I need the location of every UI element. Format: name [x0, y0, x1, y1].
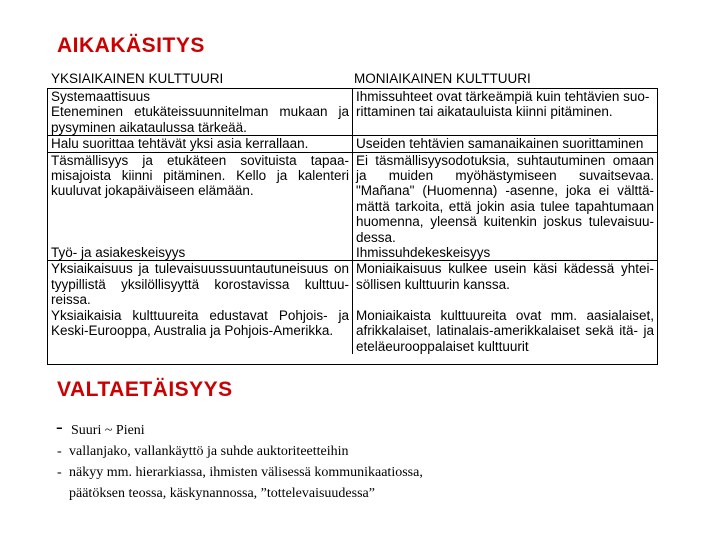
- section-title-aikakasitys: AIKAKÄSITYS: [57, 34, 205, 57]
- table-row: [48, 245, 657, 261]
- table-row: [48, 308, 657, 354]
- bullet-dash: -: [56, 416, 63, 438]
- table-cell-right: Moniaikaista kulttuureita ovat mm. aasialaiset, afrikkalaiset, latinalais-amerikkalaiset sekä itä- ja eteläeurooppalaiset kulttuurit: [356, 307, 654, 354]
- table-cell-right: Ihmissuhdekeskeisyys: [356, 245, 491, 261]
- table-cell-left: Halu suorittaa tehtävät yksi asia kerrallaan.: [48, 136, 353, 152]
- table-row: [48, 152, 657, 245]
- list-item-continuation: päätöksen teossa, käskynannossa, ”tottelevaisuudessa”: [69, 486, 375, 501]
- table-cell-left: Työ- ja asiakeskeisyys: [48, 245, 353, 261]
- table-cell-right: Useiden tehtävien samanaikainen suorittaminen: [353, 136, 658, 152]
- table-cell-left: Yksiaikaisia kulttuureita edustavat Pohjois- ja Keski-Eurooppa, Australia ja Pohjois-Amerikka.: [48, 308, 353, 354]
- table-row: [48, 136, 657, 152]
- section-title-valtaetaisyys: VALTAETÄISYYS: [57, 378, 233, 401]
- bullet-dash: -: [57, 444, 62, 459]
- table-cell-right: Moniaikaisuus kulkee usein käsi kädessä yhtei-söllisen kulttuurin kanssa.: [353, 261, 658, 308]
- table-cell-left: Eteneminen etukäteissuunnitelman mukaan ja pysyminen aikataulussa tärkeää.: [48, 104, 353, 135]
- table-row: [48, 104, 657, 135]
- table-cell-right: Ihmissuhteet ovat tärkeämpiä kuin tehtävien suo-: [356, 89, 650, 104]
- column-header-right: MONIAIKAINEN KULTTUURI: [354, 71, 531, 86]
- bullet-dash: -: [57, 465, 62, 480]
- bullet-list: [56, 416, 423, 504]
- table-cell-right: Ei täsmällisyysodotuksia, suhtautuminen omaan ja muiden myöhästymiseen suvaitsevaa. "Mañana" (Huomenna) -asenne, joka ei välttä-mättä tarkoita, että jokin asia tulee tapahtumaan huomenna, yleensä kuitenkin joskus tulevaisuu-dessa.: [353, 152, 658, 245]
- comparison-table: [47, 88, 658, 365]
- list-item: - näkyy mm. hierarkiassa, ihmisten välisessä kommunikaatiossa,: [57, 462, 423, 483]
- table-cell-left: Yksiaikaisuus ja tulevaisuussuuntautuneisuus on tyypillistä yksilöllisyyttä korostavissa kulttuu-reissa.: [48, 261, 353, 308]
- column-header-left: YKSIAIKAINEN KULTTUURI: [51, 71, 224, 86]
- list-item: - vallanjako, vallankäyttö ja suhde auktoriteetteihin: [57, 441, 423, 462]
- table-cell-left: Systemaattisuus: [48, 89, 353, 104]
- table-cell-right: rittaminen tai aikatauluista kiinni pitäminen.: [356, 104, 613, 120]
- list-item: - Suuri ~ Pieni: [56, 416, 145, 438]
- table-row: [48, 89, 657, 104]
- table-row: [48, 261, 657, 308]
- table-cell-left: Täsmällisyys ja etukäteen sovituista tapaa-misajoista kiinni pitäminen. Kello ja kalenteri kuuluvat jokapäiväiseen elämään.: [48, 152, 353, 245]
